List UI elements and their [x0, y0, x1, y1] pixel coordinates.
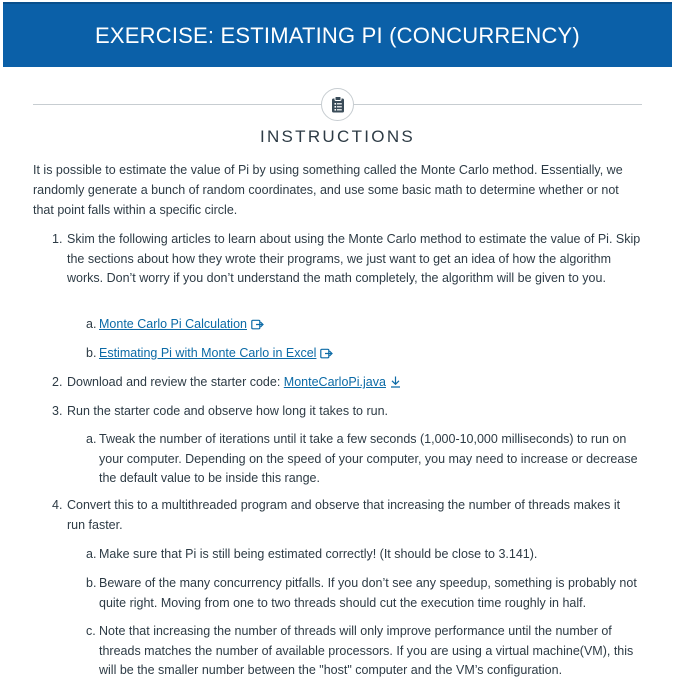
list-item	[52, 230, 62, 250]
sub-item-marker: b.	[86, 346, 97, 360]
section-heading: INSTRUCTIONS	[259, 127, 416, 146]
list-marker: 3.	[52, 404, 63, 418]
list-marker: 2.	[52, 375, 63, 389]
monte-carlo-pi-calculation-link[interactable]: Monte Carlo Pi Calculation	[99, 317, 247, 331]
sub-item-text: Beware of the many concurrency pitfalls. If you don’t see any speedup, something is probably not quite right. Moving from one to two threads should cut the execution time roughly in half.	[99, 576, 637, 610]
list-item	[99, 315, 264, 337]
estimating-pi-excel-link[interactable]: Estimating Pi with Monte Carlo in Excel	[99, 346, 317, 360]
section-divider	[33, 88, 642, 122]
sub-item-text: Make sure that Pi is still being estimated correctly! (It should be close to 3.141).	[99, 547, 538, 561]
step-text: Download and review the starter code:	[67, 375, 284, 389]
sub-item-marker: a.	[86, 317, 97, 331]
step-text: Skim the following articles to learn about using the Monte Carlo method to estimate the value of Pi. Skip the sections about how they wrote their programs, we just want to get an idea of how the algorithm works. Don’t worry if you don’t understand the math completely, the algorithm will be given to you.	[67, 232, 641, 285]
step-text: Convert this to a multithreaded program and observe that increasing the number of threads makes it run faster.	[67, 498, 621, 532]
external-link-icon[interactable]	[251, 317, 264, 337]
intro-paragraph: It is possible to estimate the value of Pi by using something called the Monte Carlo method. Essentially, we randomly generate a bunch of random coordinates, and use some basic math to determine whether or not that point falls within a specific circle.	[33, 163, 623, 217]
sub-item-marker: a.	[86, 547, 97, 561]
sub-item-text: Tweak the number of iterations until it take a few seconds (1,000-10,000 milliseconds) to run on your computer. Depending on the speed of your computer, you may need to increase or decrease the default value to be inside this range.	[99, 432, 638, 485]
list-marker: 1.	[52, 232, 63, 246]
step-text: Run the starter code and observe how long it takes to run.	[67, 404, 389, 418]
list-marker: 4.	[52, 498, 63, 512]
sub-item-text: Note that increasing the number of threads will only improve performance until the number of threads matches the number of available processors. If you are using a virtual machine(VM), this will be the smaller number between the "host" computer and the VM’s configuration.	[99, 624, 634, 677]
external-link-icon[interactable]	[320, 346, 333, 366]
starter-code-download-link[interactable]: MonteCarloPi.java	[283, 375, 386, 389]
sub-item-marker: b.	[86, 576, 97, 590]
clipboard-list-icon	[321, 88, 354, 121]
sub-item-marker: c.	[86, 624, 96, 638]
page-banner	[3, 2, 672, 67]
list-item	[99, 344, 333, 366]
list-item	[67, 373, 643, 395]
download-icon[interactable]	[390, 375, 401, 395]
page-title: EXERCISE: ESTIMATING PI (CONCURRENCY)	[95, 22, 580, 48]
sub-item-marker: a.	[86, 432, 97, 446]
